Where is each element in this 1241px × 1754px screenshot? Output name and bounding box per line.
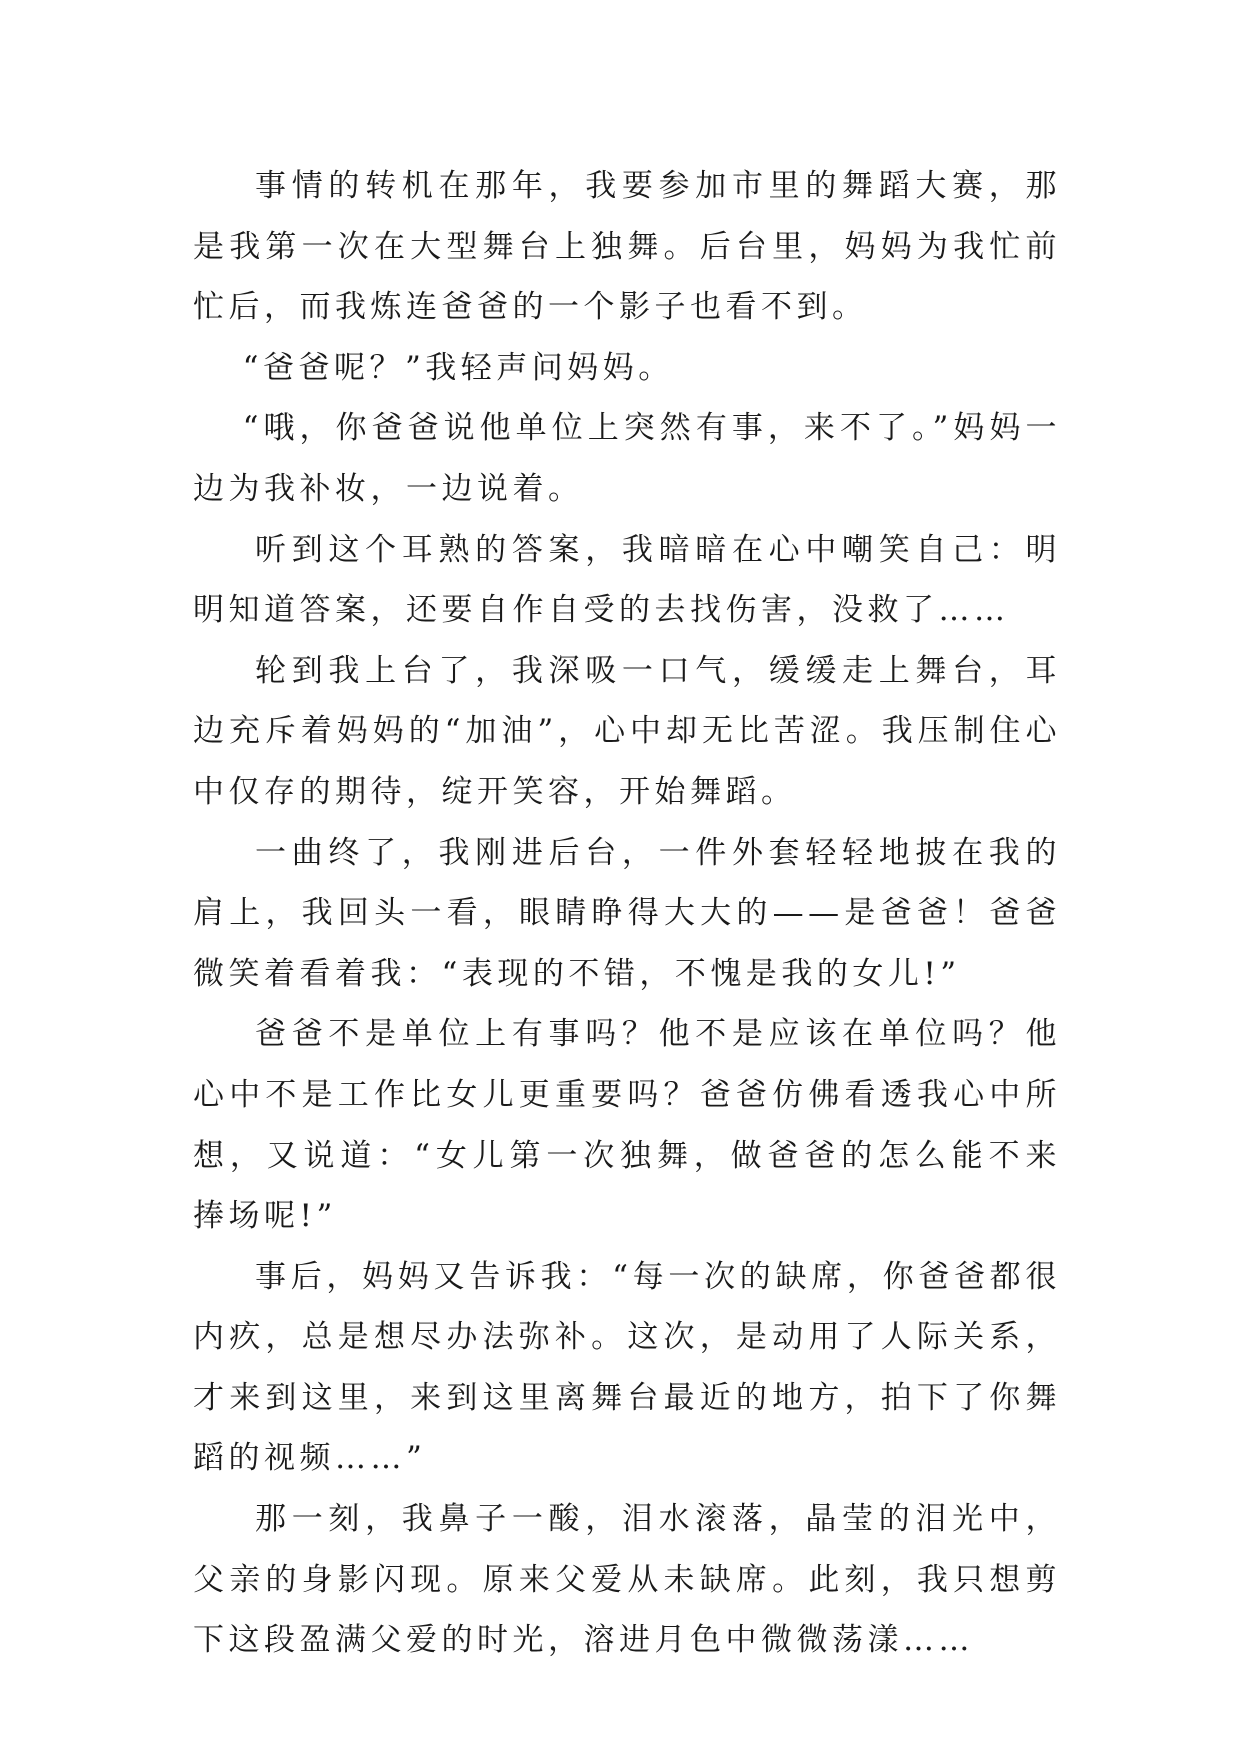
paragraph: 轮到我上台了，我深吸一口气，缓缓走上舞台，耳边充斥着妈妈的“加油”，心中却无比苦涩。我压制住心中仅存的期待，绽开笑容，开始舞蹈。 — [193, 652, 1061, 810]
body-text — [193, 156, 1061, 1671]
paragraph: “哦，你爸爸说他单位上突然有事，来不了。”妈妈一边为我补妆，一边说着。 — [193, 410, 1061, 507]
paragraph: 事后，妈妈又告诉我：“每一次的缺席，你爸爸都很内疚，总是想尽办法弥补。这次，是动用了人际关系，才来到这里，来到这里离舞台最近的地方，拍下了你舞蹈的视频……” — [193, 1258, 1061, 1477]
paragraph: 听到这个耳熟的答案，我暗暗在心中嘲笑自己：明明知道答案，还要自作自受的去找伤害，没救了…… — [193, 531, 1061, 629]
paragraph: “爸爸呢？”我轻声问妈妈。 — [242, 349, 674, 386]
paragraph: 那一刻，我鼻子一酸，泪水滚落，晶莹的泪光中，父亲的身影闪现。原来父爱从未缺席。此刻，我只想剪下这段盈满父爱的时光，溶进月色中微微荡漾…… — [193, 1501, 1061, 1659]
paragraph: 一曲终了，我刚进后台，一件外套轻轻地披在我的肩上，我回头一看，眼睛睁得大大的——是爸爸！爸爸微笑着看着我：“表现的不错，不愧是我的女儿!” — [193, 834, 1061, 992]
paragraph: 爸爸不是单位上有事吗？他不是应该在单位吗？他心中不是工作比女儿更重要吗？爸爸仿佛看透我心中所想，又说道：“女儿第一次独舞，做爸爸的怎么能不来捧场呢!” — [193, 1016, 1061, 1235]
paragraph: 事情的转机在那年，我要参加市里的舞蹈大赛，那是我第一次在大型舞台上独舞。后台里，妈妈为我忙前忙后，而我炼连爸爸的一个影子也看不到。 — [193, 168, 1061, 326]
